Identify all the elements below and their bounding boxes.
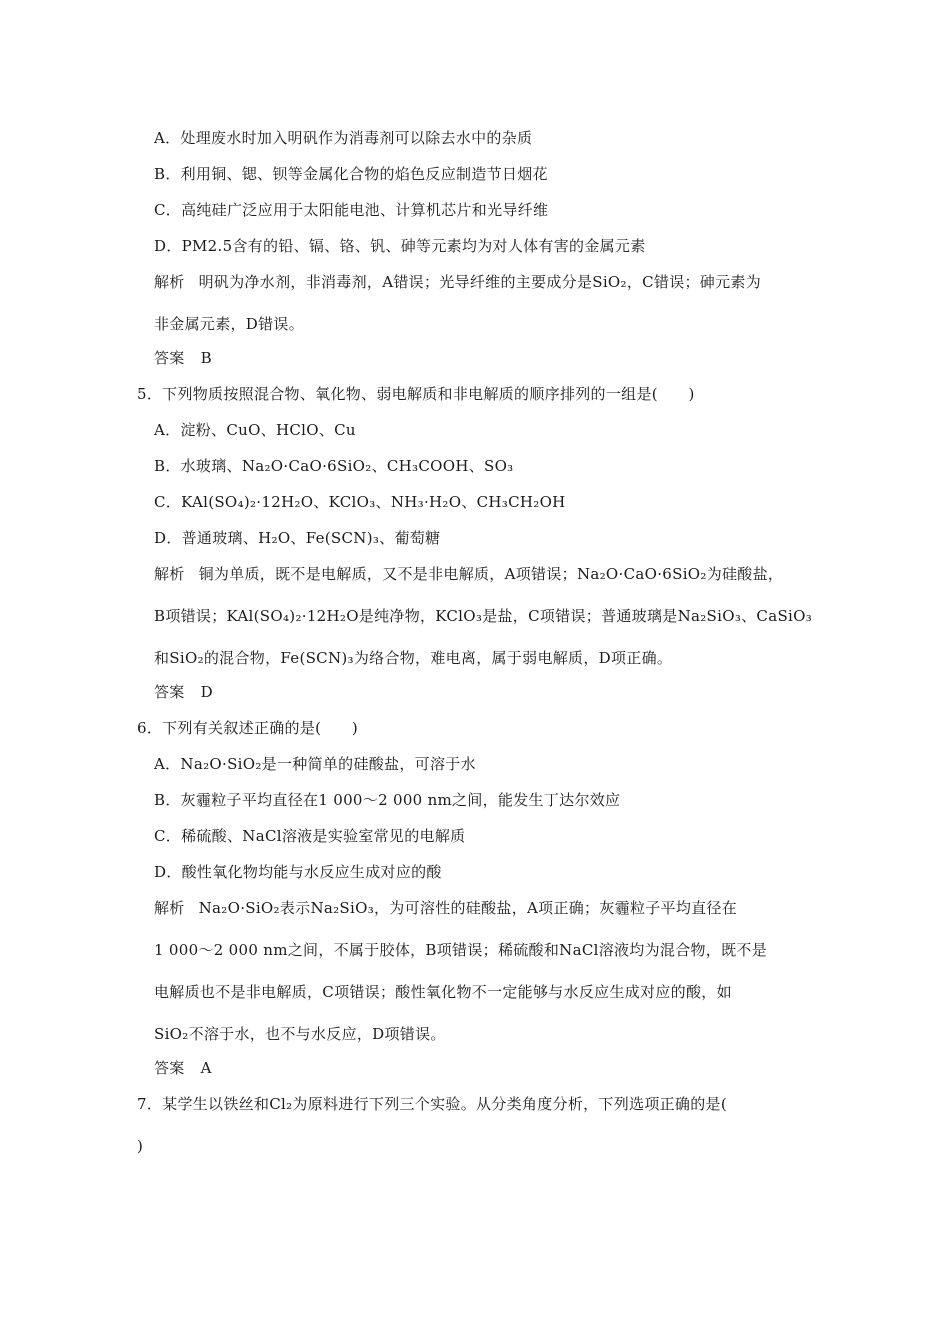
q6-option-b: B．灰霾粒子平均直径在1 000～2 000 nm之间，能发生丁达尔效应 bbox=[154, 791, 621, 809]
q4-option-c: C．高纯硅广泛应用于太阳能电池、计算机芯片和光导纤维 bbox=[154, 201, 549, 219]
answer-label: 答案 bbox=[154, 683, 185, 701]
q4-explanation-line2: 非金属元素，D错误。 bbox=[154, 315, 305, 333]
q4-answer bbox=[154, 348, 212, 368]
q6-answer bbox=[154, 1058, 212, 1078]
q5-option-c: C．KAl(SO₄)₂·12H₂O、KClO₃、NH₃·H₂O、CH₃CH₂OH bbox=[154, 493, 566, 511]
explanation-text: Na₂O·SiO₂表示Na₂SiO₃，为可溶性的硅酸盐，A项正确；灰霾粒子平均直径在 bbox=[198, 899, 738, 917]
q6-option-c: C．稀硫酸、NaCl溶液是实验室常见的电解质 bbox=[154, 827, 466, 845]
q4-option-d: D．PM2.5含有的铅、镉、铬、钒、砷等元素均为对人体有害的金属元素 bbox=[154, 237, 646, 255]
q5-option-d: D．普通玻璃、H₂O、Fe(SCN)₃、葡萄糖 bbox=[154, 529, 441, 547]
q5-explanation-line1 bbox=[154, 564, 783, 584]
explanation-label: 解析 bbox=[154, 899, 185, 917]
q4-option-b: B．利用铜、锶、钡等金属化合物的焰色反应制造节日烟花 bbox=[154, 165, 548, 183]
q6-explanation-line4: SiO₂不溶于水，也不与水反应，D项错误。 bbox=[154, 1025, 446, 1043]
q7-stem-line1: 7．某学生以铁丝和Cl₂为原料进行下列三个实验。从分类角度分析，下列选项正确的是( bbox=[137, 1095, 727, 1113]
explanation-label: 解析 bbox=[154, 565, 185, 583]
q5-stem: 5．下列物质按照混合物、氧化物、弱电解质和非电解质的顺序排列的一组是( ) bbox=[137, 385, 695, 403]
q6-option-a: A．Na₂O·SiO₂是一种简单的硅酸盐，可溶于水 bbox=[154, 755, 476, 773]
explanation-text: 铜为单质，既不是电解质，又不是非电解质，A项错误；Na₂O·CaO·6SiO₂为硅酸盐， bbox=[198, 565, 784, 583]
explanation-text: 明矾为净水剂，非消毒剂，A错误；光导纤维的主要成分是SiO₂，C错误；砷元素为 bbox=[198, 273, 762, 291]
answer-value: B bbox=[200, 349, 212, 367]
q6-explanation-line2: 1 000～2 000 nm之间，不属于胶体，B项错误；稀硫酸和NaCl溶液均为混合物，既不是 bbox=[154, 941, 768, 959]
answer-value: D bbox=[200, 683, 213, 701]
q5-option-a: A．淀粉、CuO、HClO、Cu bbox=[154, 421, 356, 439]
answer-label: 答案 bbox=[154, 1059, 185, 1077]
q6-stem: 6．下列有关叙述正确的是( ) bbox=[137, 719, 359, 737]
q7-stem-line2: ) bbox=[137, 1137, 144, 1155]
q4-option-a: A．处理废水时加入明矾作为消毒剂可以除去水中的杂质 bbox=[154, 129, 533, 147]
q6-explanation-line3: 电解质也不是非电解质，C项错误；酸性氧化物不一定能够与水反应生成对应的酸，如 bbox=[154, 983, 732, 1001]
q5-option-b: B．水玻璃、Na₂O·CaO·6SiO₂、CH₃COOH、SO₃ bbox=[154, 457, 514, 475]
answer-label: 答案 bbox=[154, 349, 185, 367]
answer-value: A bbox=[200, 1059, 212, 1077]
q5-explanation-line3: 和SiO₂的混合物，Fe(SCN)₃为络合物，难电离，属于弱电解质，D项正确。 bbox=[154, 649, 673, 667]
q5-answer bbox=[154, 682, 213, 702]
explanation-label: 解析 bbox=[154, 273, 185, 291]
q6-explanation-line1 bbox=[154, 898, 737, 918]
q6-option-d: D．酸性氧化物均能与水反应生成对应的酸 bbox=[154, 863, 442, 881]
q5-explanation-line2: B项错误；KAl(SO₄)₂·12H₂O是纯净物，KClO₃是盐，C项错误；普通玻璃是Na₂SiO₃、CaSiO₃ bbox=[154, 607, 813, 625]
q4-explanation-line1 bbox=[154, 272, 761, 292]
